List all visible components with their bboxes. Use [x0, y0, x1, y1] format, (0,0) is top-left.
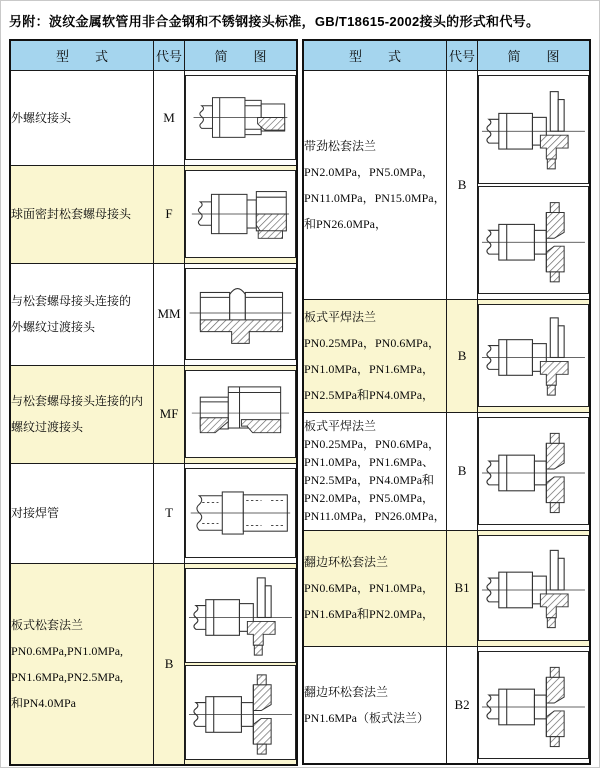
flange-ring-bolted-icon [478, 186, 589, 295]
fitting-type-cell [303, 299, 447, 412]
fitting-diagram-cell [185, 263, 297, 365]
flange-plate-up-icon [478, 535, 589, 641]
page-title: 另附：波纹金属软管用非合金钢和不锈钢接头标准，GB/T18615-2002接头的形式和代号。 [9, 14, 540, 29]
flange-ring-bolted-icon [478, 651, 589, 759]
loose-nut-fitting-icon [185, 170, 296, 258]
fittings-table-left [9, 39, 298, 766]
fitting-diagram-cell [478, 646, 590, 764]
fitting-type-line: PN2.0MPa，PN5.0MPa， [304, 491, 435, 505]
fitting-type-line: 外螺纹过渡接头 [11, 320, 96, 334]
flange-plate-up-icon [478, 75, 589, 184]
fitting-code-cell: B [447, 412, 478, 530]
header-row [303, 40, 590, 70]
table-row [10, 463, 297, 563]
fitting-diagram-cell [478, 299, 590, 412]
fitting-code-cell: B2 [447, 646, 478, 764]
fitting-type-cell [10, 263, 154, 365]
fitting-type-line: 对接焊管 [11, 506, 60, 520]
fitting-code-cell: B1 [447, 530, 478, 646]
tables-container [9, 39, 591, 766]
fitting-type-line: PN2.5MPa和PN4.0MPa， [304, 387, 435, 402]
fitting-type-line: 板式平焊法兰 [304, 419, 377, 433]
fitting-type-line: PN1.6MPa（板式法兰） [304, 710, 430, 725]
fitting-type-line: 带劲松套法兰 [304, 138, 377, 153]
fitting-type-line: 板式平焊法兰 [304, 309, 377, 324]
fitting-type-line: PN11.0MPa，PN26.0MPa， [304, 509, 446, 523]
fitting-type-cell [10, 563, 154, 765]
fitting-type-cell [10, 365, 154, 463]
fitting-type-line: 螺纹过渡接头 [11, 420, 84, 434]
fitting-type-line: PN0.6MPa,PN1.0MPa, [11, 643, 124, 658]
male-female-adapter-icon [185, 370, 296, 458]
fitting-diagram-cell [185, 165, 297, 263]
fitting-code-cell: B [447, 299, 478, 412]
fittings-table-right [302, 39, 591, 765]
fitting-type-line: PN2.0MPa，PN5.0MPa， [304, 164, 435, 179]
fitting-type-line: PN1.6MPa,PN2.5MPa, [11, 669, 124, 684]
table-row [10, 165, 297, 263]
fitting-code-cell: B [154, 563, 185, 765]
fitting-type-line: PN0.25MPa，PN0.6MPa， [304, 335, 441, 350]
table-row [10, 263, 297, 365]
male-thread-fitting-icon [185, 75, 296, 160]
header-row [10, 40, 297, 70]
male-male-adapter-icon [185, 268, 296, 360]
fitting-type-cell [303, 412, 447, 530]
fitting-code-cell: MF [154, 365, 185, 463]
fitting-type-line: PN1.6MPa和PN2.0MPa， [304, 607, 435, 621]
header-type: 型 式 [303, 40, 447, 70]
fitting-code-cell: MM [154, 263, 185, 365]
fitting-type-cell [10, 165, 154, 263]
fitting-diagram-cell [185, 70, 297, 165]
fitting-type-line: 外螺纹接头 [11, 110, 72, 125]
fitting-type-cell [303, 530, 447, 646]
fitting-diagram-cell [478, 412, 590, 530]
fitting-type-line: 翻边环松套法兰 [304, 684, 389, 699]
fitting-type-line: 与松套螺母接头连接的 [11, 294, 132, 308]
flange-ring-bolted-icon [185, 665, 296, 760]
header-type: 型 式 [10, 40, 154, 70]
fitting-code-cell: F [154, 165, 185, 263]
fitting-diagram-cell [185, 563, 297, 765]
fitting-type-line: PN1.0MPa，PN1.6MPa、 [304, 455, 435, 469]
fitting-diagram-cell [185, 463, 297, 563]
header-diagram: 简 图 [478, 40, 590, 70]
header-diagram: 简 图 [185, 40, 297, 70]
fitting-diagram-cell [478, 530, 590, 646]
table-row [303, 646, 590, 764]
fitting-type-cell [10, 70, 154, 165]
table-row [303, 412, 590, 530]
flange-plate-up-icon [478, 304, 589, 407]
fitting-type-line: PN0.6MPa，PN1.0MPa， [304, 581, 435, 595]
fitting-type-cell [10, 463, 154, 563]
fitting-code-cell: B [447, 70, 478, 299]
fitting-type-line: 翻边环松套法兰 [304, 555, 389, 569]
fitting-type-line: 板式松套法兰 [11, 617, 84, 632]
fitting-diagram-cell [478, 70, 590, 299]
table-row [10, 70, 297, 165]
table-row [10, 563, 297, 765]
table-row [303, 70, 590, 299]
fitting-code-cell: M [154, 70, 185, 165]
butt-weld-pipe-icon [185, 468, 296, 558]
fitting-type-line: 和PN4.0MPa [11, 695, 77, 710]
table-row [303, 299, 590, 412]
table-row [303, 530, 590, 646]
header-code: 代号 [154, 40, 185, 70]
fitting-diagram-cell [185, 365, 297, 463]
fitting-type-line: PN2.5MPa，PN4.0MPa和 [304, 473, 435, 487]
fitting-code-cell: T [154, 463, 185, 563]
table-row [10, 365, 297, 463]
fitting-type-line: PN1.0MPa，PN1.6MPa， [304, 361, 435, 376]
fitting-type-cell [303, 646, 447, 764]
fitting-type-line: PN0.25MPa，PN0.6MPa， [304, 437, 441, 451]
fitting-type-cell [303, 70, 447, 299]
fitting-type-line: 与松套螺母接头连接的内 [11, 394, 144, 408]
fitting-type-line: 球面密封松套螺母接头 [11, 207, 132, 221]
fitting-type-line: 和PN26.0MPa， [304, 216, 388, 231]
flange-ring-bolted-icon [478, 417, 589, 525]
flange-plate-up-icon [185, 568, 296, 663]
fitting-type-line: PN11.0MPa，PN15.0MPa， [304, 190, 446, 205]
header-code: 代号 [447, 40, 478, 70]
